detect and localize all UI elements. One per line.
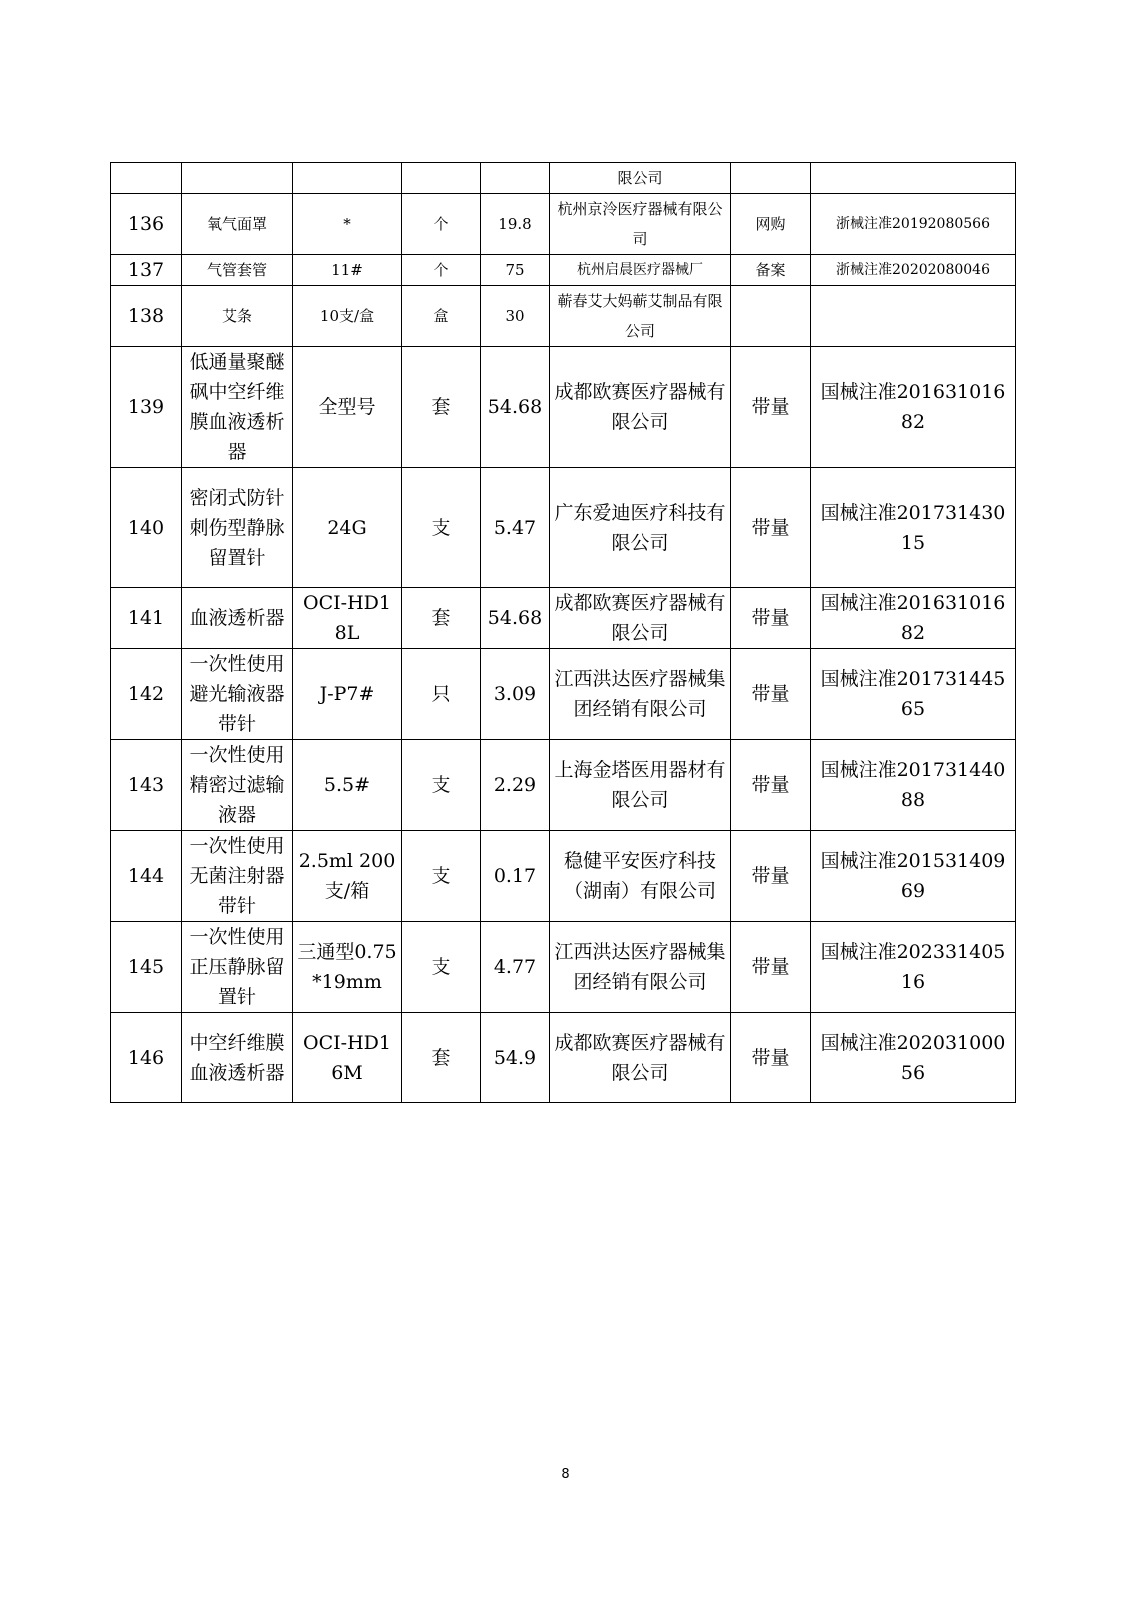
cell-unit: 套 (402, 1013, 481, 1103)
table-row (111, 740, 1016, 831)
cell-method: 网购 (731, 194, 811, 255)
cell-company: 广东爱迪医疗科技有限公司 (550, 468, 731, 588)
cell-spec: 10支/盒 (293, 286, 402, 347)
cell-no: 138 (111, 286, 182, 347)
cell-method: 带量 (731, 347, 811, 468)
cell-reg: 国械注准20163101682 (811, 588, 1016, 649)
cell-reg: 浙械注准20192080566 (811, 194, 1016, 255)
cell-company: 江西洪达医疗器械集团经销有限公司 (550, 649, 731, 740)
cell-method: 带量 (731, 922, 811, 1013)
cell-name: 中空纤维膜血液透析器 (182, 1013, 293, 1103)
cell-name: 一次性使用无菌注射器带针 (182, 831, 293, 922)
cell-no: 146 (111, 1013, 182, 1103)
cell-company: 成都欧赛医疗器械有限公司 (550, 588, 731, 649)
cell-price: 19.8 (481, 194, 550, 255)
cell-price: 0.17 (481, 831, 550, 922)
cell-name: 艾条 (182, 286, 293, 347)
cell-no: 137 (111, 255, 182, 286)
cell-no (111, 163, 182, 194)
table-row (111, 468, 1016, 588)
cell-price: 30 (481, 286, 550, 347)
cell-price: 4.77 (481, 922, 550, 1013)
cell-company: 杭州京泠医疗器械有限公司 (550, 194, 731, 255)
cell-no: 145 (111, 922, 182, 1013)
cell-spec: OCI-HD18L (293, 588, 402, 649)
cell-name: 密闭式防针刺伤型静脉留置针 (182, 468, 293, 588)
cell-no: 144 (111, 831, 182, 922)
table-row (111, 588, 1016, 649)
cell-no: 139 (111, 347, 182, 468)
cell-price: 54.68 (481, 347, 550, 468)
cell-no: 140 (111, 468, 182, 588)
cell-unit: 个 (402, 255, 481, 286)
cell-unit: 只 (402, 649, 481, 740)
cell-method: 带量 (731, 1013, 811, 1103)
cell-price: 3.09 (481, 649, 550, 740)
cell-name: 一次性使用避光输液器带针 (182, 649, 293, 740)
cell-reg (811, 163, 1016, 194)
cell-unit: 盒 (402, 286, 481, 347)
cell-reg: 国械注准20163101682 (811, 347, 1016, 468)
cell-unit (402, 163, 481, 194)
cell-price: 5.47 (481, 468, 550, 588)
cell-unit: 套 (402, 588, 481, 649)
cell-unit: 套 (402, 347, 481, 468)
cell-spec: 三通型0.75*19mm (293, 922, 402, 1013)
cell-spec: J-P7# (293, 649, 402, 740)
table-row (111, 649, 1016, 740)
cell-name: 气管套管 (182, 255, 293, 286)
cell-reg: 国械注准20173143015 (811, 468, 1016, 588)
cell-reg: 国械注准20173144565 (811, 649, 1016, 740)
cell-spec: 24G (293, 468, 402, 588)
cell-no: 136 (111, 194, 182, 255)
cell-name (182, 163, 293, 194)
cell-price (481, 163, 550, 194)
page-number: 8 (561, 1467, 570, 1482)
cell-reg: 国械注准20203100056 (811, 1013, 1016, 1103)
cell-no: 143 (111, 740, 182, 831)
cell-no: 142 (111, 649, 182, 740)
cell-reg (811, 286, 1016, 347)
cell-name: 一次性使用精密过滤输液器 (182, 740, 293, 831)
cell-company: 蕲春艾大妈蕲艾制品有限公司 (550, 286, 731, 347)
cell-price: 2.29 (481, 740, 550, 831)
cell-method (731, 286, 811, 347)
cell-spec: * (293, 194, 402, 255)
table-row (111, 163, 1016, 194)
cell-spec (293, 163, 402, 194)
cell-spec: 全型号 (293, 347, 402, 468)
cell-price: 75 (481, 255, 550, 286)
cell-spec: 2.5ml 200支/箱 (293, 831, 402, 922)
cell-price: 54.9 (481, 1013, 550, 1103)
cell-name: 氧气面罩 (182, 194, 293, 255)
cell-company: 江西洪达医疗器械集团经销有限公司 (550, 922, 731, 1013)
cell-price: 54.68 (481, 588, 550, 649)
cell-reg: 浙械注准20202080046 (811, 255, 1016, 286)
device-table (110, 162, 1016, 1103)
cell-method (731, 163, 811, 194)
table-row (111, 347, 1016, 468)
cell-company: 成都欧赛医疗器械有限公司 (550, 347, 731, 468)
cell-company: 成都欧赛医疗器械有限公司 (550, 1013, 731, 1103)
cell-reg: 国械注准20173144088 (811, 740, 1016, 831)
table-row (111, 286, 1016, 347)
cell-company: 稳健平安医疗科技（湖南）有限公司 (550, 831, 731, 922)
cell-method: 备案 (731, 255, 811, 286)
table-row (111, 194, 1016, 255)
table-row (111, 1013, 1016, 1103)
cell-unit: 支 (402, 922, 481, 1013)
table-row (111, 255, 1016, 286)
cell-company: 上海金塔医用器材有限公司 (550, 740, 731, 831)
cell-company: 限公司 (550, 163, 731, 194)
cell-method: 带量 (731, 468, 811, 588)
cell-unit: 支 (402, 740, 481, 831)
cell-method: 带量 (731, 649, 811, 740)
cell-method: 带量 (731, 831, 811, 922)
cell-spec: OCI-HD16M (293, 1013, 402, 1103)
cell-spec: 11# (293, 255, 402, 286)
cell-method: 带量 (731, 740, 811, 831)
cell-method: 带量 (731, 588, 811, 649)
cell-unit: 个 (402, 194, 481, 255)
cell-spec: 5.5# (293, 740, 402, 831)
table-row (111, 831, 1016, 922)
cell-reg: 国械注准20153140969 (811, 831, 1016, 922)
cell-unit: 支 (402, 468, 481, 588)
cell-no: 141 (111, 588, 182, 649)
table-row (111, 922, 1016, 1013)
cell-name: 一次性使用正压静脉留置针 (182, 922, 293, 1013)
cell-reg: 国械注准20233140516 (811, 922, 1016, 1013)
cell-company: 杭州启晨医疗器械厂 (550, 255, 731, 286)
cell-unit: 支 (402, 831, 481, 922)
cell-name: 低通量聚醚砜中空纤维膜血液透析器 (182, 347, 293, 468)
cell-name: 血液透析器 (182, 588, 293, 649)
